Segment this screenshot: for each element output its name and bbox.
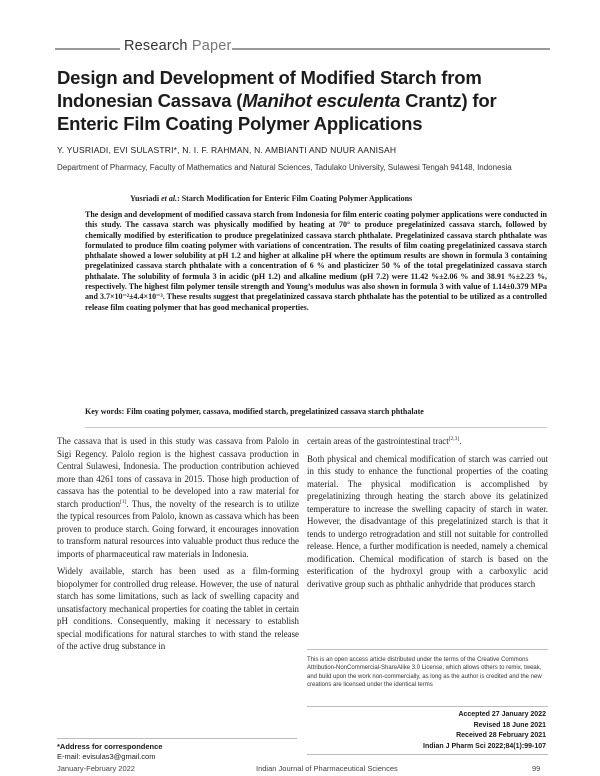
correspondence-email[interactable]: E-mail: evisulas3@gmail.com xyxy=(57,752,156,761)
body-column-left xyxy=(57,435,299,658)
header-rule-left xyxy=(55,48,120,50)
running-head-title: : Starch Modification for Enteric Film Coating Polymer Applications xyxy=(177,194,413,203)
author-list: Y. YUSRIADI, EVI SULASTRI*, N. I. F. RAHMAN, N. AMBIANTI AND NUUR AANISAH xyxy=(57,145,397,155)
body-text: . xyxy=(459,436,462,446)
license-divider xyxy=(307,649,548,650)
section-label-research: Research xyxy=(124,38,192,54)
date-accepted: Accepted 27 January 2022 xyxy=(458,711,546,718)
running-head-etal: et al. xyxy=(161,194,178,203)
keywords: Key words: Film coating polymer, cassava, modified starch, pregelatinized cassava starch phthalate xyxy=(85,407,424,416)
section-label xyxy=(124,38,232,54)
page-number: 99 xyxy=(532,764,541,773)
license-notice: This is an open access article distributed under the terms of the Creative Commons Attribution-NonCommercial-ShareAlike 3.0 License, which allows others to remix, tweak, and build upon the work non-commercially, as long as the author is credited and the new creations are licensed under the identical terms xyxy=(307,657,542,688)
citation-ref[interactable]: [1] xyxy=(120,498,127,505)
date-received: Received 28 February 2021 xyxy=(456,732,546,740)
body-text: . Thus, the novelty of the research is to utilize the typical resources from Palolo, known as cassava which has been proven to produce starch. Going forward, it encourages innovation to transform natural resources into valuable product thus reduce the imports of pharmaceutical raw materials in Indonesia. xyxy=(57,498,299,559)
body-paragraph xyxy=(307,435,548,448)
body-text: certain areas of the gastrointestinal tract xyxy=(307,436,449,446)
title-species-italic: Manihot esculenta xyxy=(242,90,401,111)
header-rule-right xyxy=(232,48,550,50)
journal-citation: Indian J Pharm Sci 2022;84(1):99-107 xyxy=(423,742,546,750)
running-head xyxy=(130,194,530,203)
affiliation: Department of Pharmacy, Faculty of Mathematics and Natural Sciences, Tadulako University, Sulawesi Tengah 94148, Indonesia xyxy=(57,163,512,172)
section-label-paper: Paper xyxy=(191,38,232,54)
article-title xyxy=(57,66,547,135)
abstract-divider xyxy=(85,427,547,428)
correspondence-title: *Address for correspondence xyxy=(57,742,163,751)
title-part-1: Design and Development of Modified Starch from Indonesian Cassava ( xyxy=(57,67,482,111)
body-paragraph: Both physical and chemical modification of starch was carried out in this study to enhance the functional properties of the coating material. The physical modification is accomplished by pregelatinizing through heating the starch above its gelatinized temperature to increase the swelling capacity of starch in water. However, the disadvantage of this pregelatinized starch is that it tends to undergo retrogradation and still not suitable for controlled release. Hence, a further modification is needed, namely a chemical modification. Chemical modification of starch is based on the esterification of the hydroxyl group with a carboxylic acid derivative group such as phthalic anhydride that produces starch xyxy=(307,453,548,589)
body-paragraph xyxy=(57,435,299,560)
citation-ref[interactable]: [2,3] xyxy=(448,436,460,443)
date-revised: Revised 18 June 2021 xyxy=(473,721,546,729)
article-dates-box xyxy=(307,706,548,755)
running-head-author: Yusriadi xyxy=(130,194,162,203)
correspondence-divider xyxy=(57,738,297,739)
footer-issue: January-February 2022 xyxy=(57,764,135,773)
title-part-2: Crantz) for Enteric Film Coating Polymer Applications xyxy=(57,90,497,134)
body-text: The cassava that is used in this study was cassava from Palolo in Sigi Regency. Palolo region is the highest cassava production in Central Sulawesi, Indonesia. The production contribution achieved more than 4261 tons of cassava in 2015. Those high production of cassava has the potential to be developed into a raw material for starch production xyxy=(57,436,299,509)
body-paragraph: Widely available, starch has been used as a film-forming biopolymer for controlled drug release. However, the use of natural starch has some limitations, such as lack of swelling capacity and unsatisfactory mechanical properties for coating the tablet in certain pH conditions. Consequently, making it necessary to establish special modifications for natural starches to with stand the release of the active drug substance in xyxy=(57,566,299,651)
body-column-right xyxy=(307,435,548,595)
abstract: The design and development of modified cassava starch from Indonesia for film enteric coating polymer applications were conducted in this study. The cassava starch was physically modified by heating at 70° to produce pregelatinized cassava starch, followed by chemically modified by esterification to produce pregelatinized cassava starch phthalate. Pregelatinized cassava starch phthalate was formulated to produce film coating polymer with variations of concentration. The results of film coating pregelatinized cassava starch phthalate showed a lower solubility at pH 1.2 and higher at alkaline pH where the optimum results are shown in formula 3 containing pregelatinized cassava starch phthalate with a concentration of 6 % and plasticizer 50 % of the total pregelatinized cassava starch phthalate. The solubility of formula 3 in acidic (pH 1.2) and alkaline medium (pH 7.2) were 11.42 %±2.06 % and 38.91 %±2.23 %, respectively. The highest film polymer tensile strength and Young’s modulus was also shown in formula 3 with value of 1.14±0.379 MPa and 3.7×10⁻²±4.4×10⁻³. These results suggest that pregelatinized cassava starch phthalate has the potential to be utilized as a controlled release film coating polymer that has good mechanical properties. xyxy=(85,210,547,312)
footer-journal: Indian Journal of Pharmaceutical Sciences xyxy=(256,764,398,773)
